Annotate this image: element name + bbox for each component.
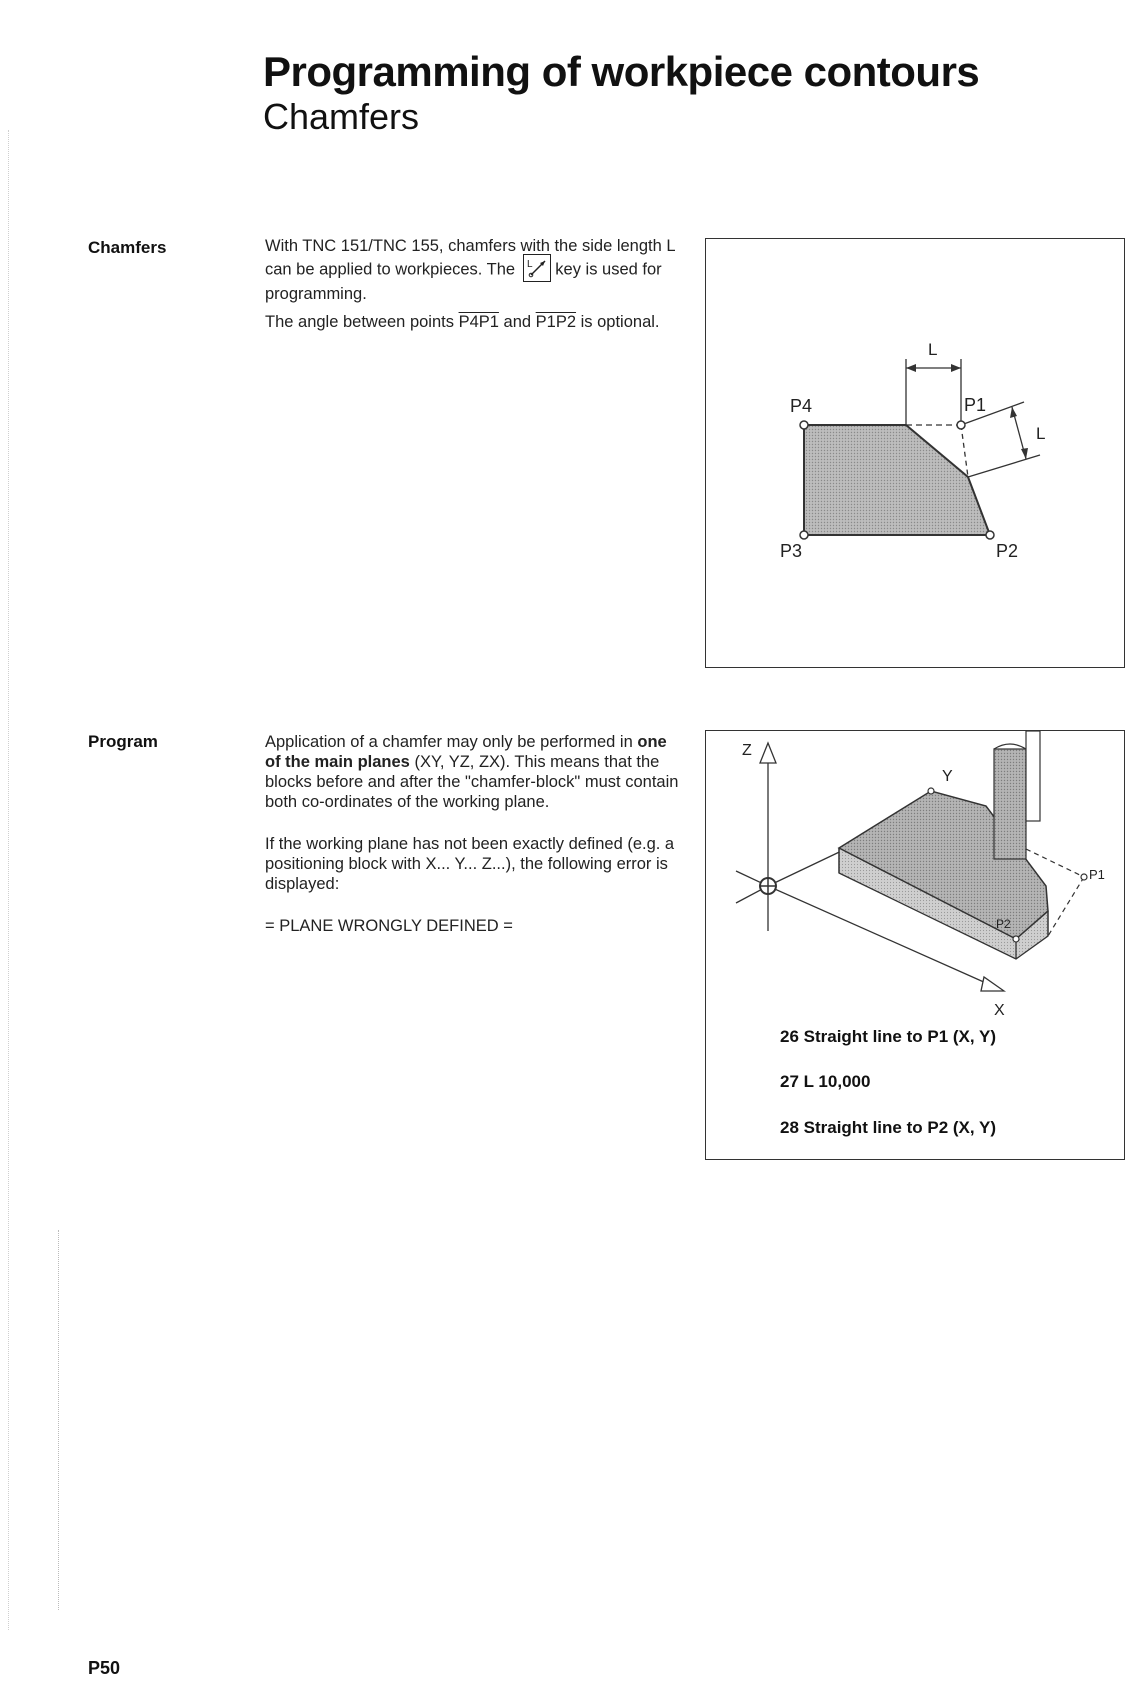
page-title: Programming of workpiece contours (263, 48, 980, 95)
chamfer-figure (705, 238, 1125, 668)
dim-label-top: L (928, 340, 938, 359)
margin-dots (8, 130, 9, 1630)
chamfers-paragraph-1-end: key is used for programming. (265, 260, 662, 303)
label-p1: P1 (1089, 867, 1105, 882)
milling-tool-shank (1026, 731, 1040, 821)
chamfer-key-icon (523, 254, 551, 282)
axis-z-arrow (760, 743, 776, 763)
program-p1-bold: one of the main planes (265, 733, 667, 771)
dashed-corner-side (1048, 877, 1084, 936)
label-p1: P1 (964, 395, 987, 415)
svg-text:L: L (526, 259, 533, 270)
plane-diagram (706, 731, 1124, 1031)
label-p3: P3 (780, 541, 803, 561)
chamfers-p2-end: is optional. (580, 313, 660, 331)
page-subtitle: Chamfers (263, 96, 420, 137)
dim-arrow-side-bottom (1021, 448, 1028, 459)
dashed-corner-v (961, 425, 968, 477)
code-line-27: 27 L 10,000 (780, 1072, 871, 1091)
dim-arrow-top-right (951, 364, 961, 372)
chamfers-paragraph-1 (265, 236, 685, 304)
axis-x-arrow (981, 977, 1004, 991)
point-p2-marker (986, 531, 994, 539)
segment-p1p2: P1P2 (535, 313, 577, 331)
code-line-26: 26 Straight line to P1 (X, Y) (780, 1027, 997, 1046)
axis-x-label: X (994, 1002, 1005, 1019)
chamfers-text (265, 236, 685, 340)
chamfers-paragraph-1-start: With TNC 151/TNC 155, chamfers with the side length L can be applied to workpieces. The (265, 237, 675, 279)
point-p1-marker (957, 421, 965, 429)
dim-arrow-side-top (1010, 407, 1017, 418)
workpiece-shape (804, 425, 990, 535)
program-p1-end: (XY, YZ, ZX). This means that the blocks before and after the "chamfer-block" must contain both co-ordinates of the working plane. (265, 753, 679, 811)
program-paragraph-2: If the working plane has not been exactly defined (e.g. a positioning block with X... Y... Z...), the following error is displayed: (265, 835, 675, 893)
corner-marker (928, 788, 934, 794)
label-p4: P4 (790, 396, 813, 416)
dim-arrow-top-left (906, 364, 916, 372)
program-figure (705, 730, 1125, 1160)
chamfers-p2-and: and (503, 313, 532, 331)
margin-dots-lower (58, 1230, 59, 1610)
page-number: P50 (88, 1658, 121, 1678)
segment-p4p1: P4P1 (458, 313, 499, 331)
point-p1-marker (1081, 874, 1087, 880)
program-text (265, 732, 685, 944)
program-paragraph-1 (265, 732, 685, 812)
label-p2: P2 (996, 541, 1019, 561)
axis-z-label: Z (742, 742, 752, 759)
code-line-28: 28 Straight line to P2 (X, Y) (780, 1118, 997, 1137)
milling-tool-top (994, 744, 1026, 749)
error-message: = PLANE WRONGLY DEFINED = (265, 917, 513, 935)
section-label-chamfers: Chamfers (88, 238, 167, 257)
axis-y-label: Y (942, 768, 953, 785)
milling-tool-icon (994, 749, 1026, 859)
section-label-program: Program (88, 732, 158, 751)
chamfers-paragraph-2 (265, 312, 685, 332)
point-p4-marker (800, 421, 808, 429)
point-p3-marker (800, 531, 808, 539)
point-p2-marker (1013, 936, 1019, 942)
chamfer-diagram (706, 239, 1124, 667)
dim-label-side: L (1036, 424, 1046, 443)
chamfers-p2-start: The angle between points (265, 313, 454, 331)
dim-ext-side-bottom (968, 455, 1040, 477)
program-p1-start: Application of a chamfer may only be performed in (265, 733, 633, 751)
label-p2: P2 (996, 917, 1011, 931)
